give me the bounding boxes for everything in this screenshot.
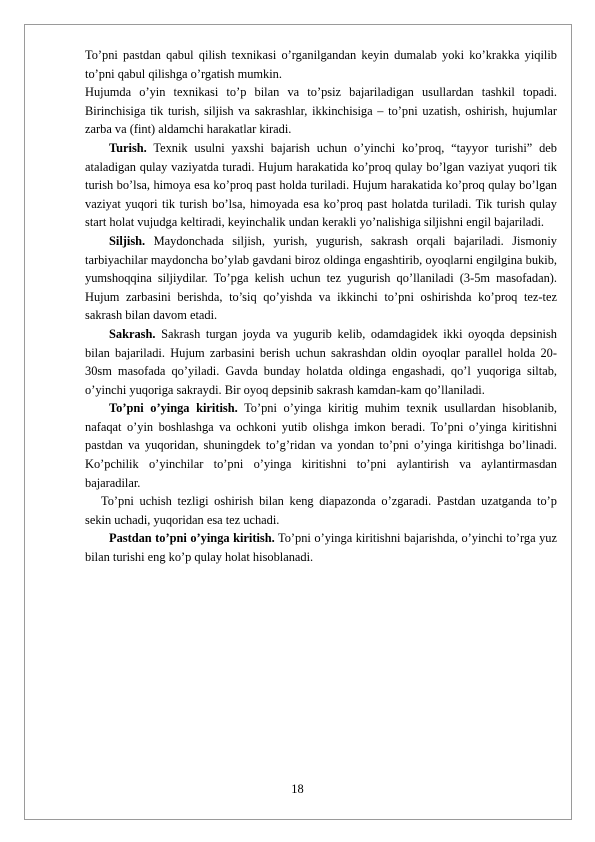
paragraph-3 bbox=[85, 139, 557, 232]
paragraph-6 bbox=[85, 399, 557, 492]
paragraph-heading: Sakrash. bbox=[109, 326, 156, 341]
paragraph-text: To’pni pastdan qabul qilish texnikasi o’rganilgandan keyin dumalab yoki ko’krakka yiqilib to’pni qabul qilishga o’rgatish mumkin. bbox=[85, 48, 557, 81]
paragraph-8 bbox=[85, 529, 557, 566]
paragraph-text: Texnik usulni yaxshi bajarish uchun o’yinchi ko’proq, “tayyor turishi” deb ataladigan qulay vaziyatda turadi. Hujum harakatida ko’proq qulay bo’lgan vaziyat yuqori tik turish bo’lsa, himoya esa ko’proq past holda turiladi. Hujum harakatida ko’proq qulay bo’lgan vaziyat yuqori tik turish bo’lsa, himoyada esa ko’proq past holatda turiladi. Tik turish qulay start holat vujudga keltiradi, keyinchalik undan kerakli yo’nalishiga siljishni engil bajariladi. bbox=[85, 140, 557, 230]
paragraph-heading: Turish. bbox=[109, 140, 147, 155]
paragraph-text: Maydonchada siljish, yurish, yugurish, sakrash orqali bajariladi. Jismoniy tarbiyachilar maydoncha bo’ylab gavdani biroz oldinga engashtirib, oyoqlarni engilgina bukib, yumshoqqina siljiydilar. To’pga kelish uchun tez yugurish qo’llaniladi (3-5m masofadan). Hujum zarbasini berishda, to’siq qo’yishda va ikkinchi to’pni oshirishda ko’proq tez-tez sakrash bilan davom etadi. bbox=[85, 233, 557, 323]
paragraph-5 bbox=[85, 325, 557, 399]
paragraph-text: To’pni o’yinga kiritishni bajarishda, o’yinchi to’rga yuz bilan turishi eng ko’p qulay holat hisoblanadi. bbox=[85, 531, 557, 565]
paragraph-text: Hujumda o’yin texnikasi to’p bilan va to’psiz bajariladigan usullardan tashkil topadi. Birinchisiga tik turish, siljish va sakrashlar, ikkinchisiga – to’pni uzatish, oshirish, hujumlar zarba va (fint) aldamchi harakatlar kiradi. bbox=[85, 85, 557, 137]
paragraph-text: To’pni uchish tezligi oshirish bilan keng diapazonda o’zgaradi. Pastdan uzatganda to’p sekin uchadi, yuqoridan esa tez uchadi. bbox=[85, 494, 557, 527]
paragraph-heading: Pastdan to’pni o’yinga kiritish. bbox=[109, 531, 275, 546]
paragraph-4 bbox=[85, 232, 557, 325]
paragraph-heading: Siljish. bbox=[109, 233, 146, 248]
page-number: 18 bbox=[291, 782, 304, 796]
paragraph-7 bbox=[85, 492, 557, 529]
paragraph-2 bbox=[85, 83, 557, 139]
paragraph-text: To’pni o’yinga kiritig muhim texnik usullardan hisoblanib, nafaqat o’yin boshlashga va ochkoni yutib olishga imkon beradi. To’pni o’yinga kiritishni pastdan va yuqoridan, shuningdek to’g’ridan va yondan to’pni o’yinga kiritishga bo’linadi. Ko’pchilik o’yinchilar to’pni o’yinga kiritishni to’pni aylantirish va aylantirmasdan bajaradilar. bbox=[85, 401, 557, 490]
document-body bbox=[85, 46, 557, 567]
paragraph-1 bbox=[85, 46, 557, 83]
paragraph-text: Sakrash turgan joyda va yugurib kelib, odamdagidek ikki oyoqda depsinish bilan bajariladi. Hujum zarbasini berish uchun sakrashdan oldin oyoqlar parallel holda 20-30sm masofada qo’yiladi. Gavda bunday holatda oldinga engashadi, qo’l yuqoriga siltab, o’yinchi yuqoriga sakraydi. Bir oyoq depsinib sakrash kamdan-kam qo’llaniladi. bbox=[85, 326, 557, 397]
paragraph-heading: To’pni o’yinga kiritish. bbox=[109, 401, 238, 416]
